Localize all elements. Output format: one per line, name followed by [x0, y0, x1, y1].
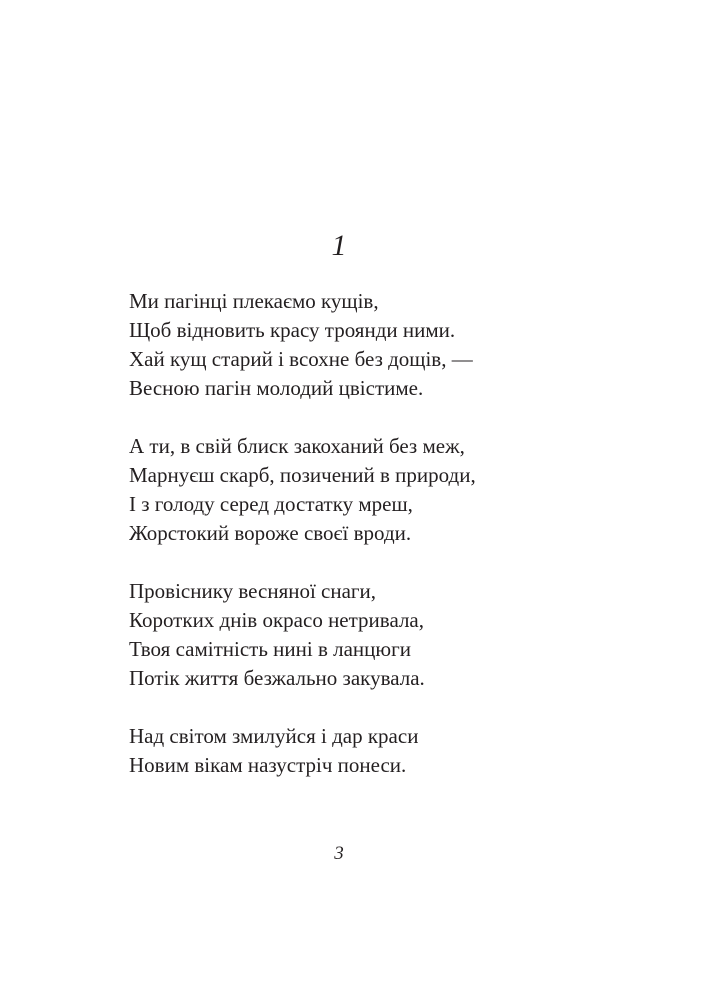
poem-line: А ти, в свій блиск закоханий без меж,: [129, 434, 465, 458]
stanza: [129, 432, 689, 548]
poem-line: Твоя самітність нині в ланцюги: [129, 637, 411, 661]
poem-line: Над світом змилуйся і дар краси: [129, 724, 419, 748]
stanza: [129, 577, 689, 693]
poem-line: І з голоду серед достатку мреш,: [129, 492, 413, 516]
poem-line: Щоб відновить красу троянди ними.: [129, 318, 456, 342]
sonnet-number: 1: [331, 229, 347, 262]
poem-line: Провіснику весняної снаги,: [129, 579, 377, 603]
poem-line: Хай кущ старий і всохне без дощів, —: [129, 347, 473, 371]
poem-line: Новим вікам назустріч понеси.: [129, 753, 407, 777]
poem-body: [129, 287, 689, 809]
stanza: [129, 287, 689, 403]
page-number: 3: [334, 843, 344, 864]
poem-line: Потік життя безжально закувала.: [129, 666, 425, 690]
stanza: [129, 722, 689, 780]
poem-line: Весною пагін молодий цвістиме.: [129, 376, 424, 400]
poem-line: Ми пагінці плекаємо кущів,: [129, 289, 379, 313]
poem-line: Марнуєш скарб, позичений в природи,: [129, 463, 476, 487]
poem-line: Коротких днів окрасо нетривала,: [129, 608, 424, 632]
poem-line: Жорстокий вороже своєї вроди.: [129, 521, 412, 545]
